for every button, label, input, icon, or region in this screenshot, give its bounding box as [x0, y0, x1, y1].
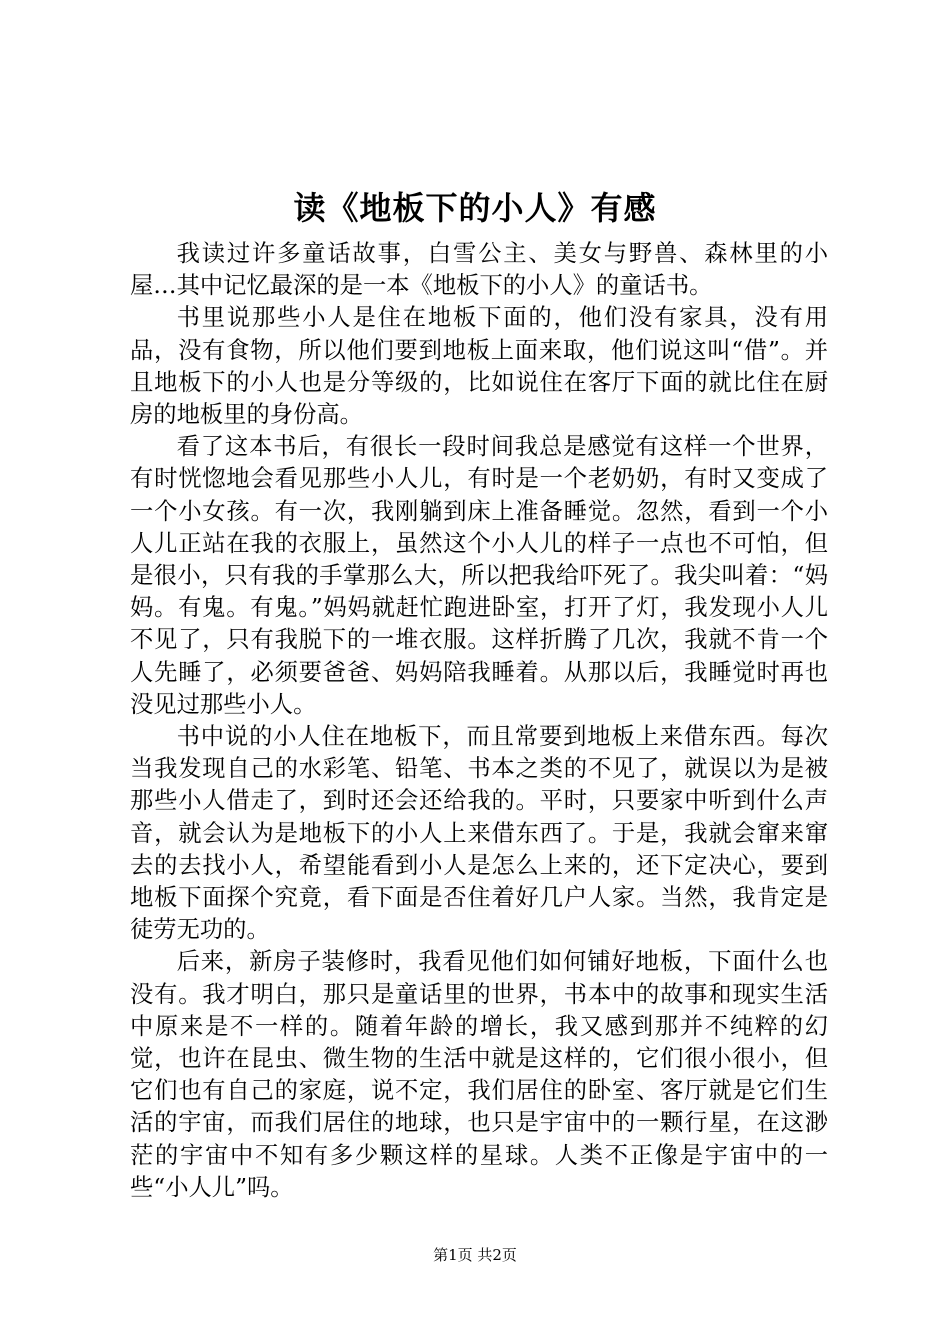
paragraph-3: 看了这本书后，有很长一段时间我总是感觉有这样一个世界，有时恍惚地会看见那些小人儿，有时是一个老奶奶，有时又变成了一个小女孩。有一次，我刚躺到床上准备睡觉。忽然，看到一个小人儿正站在我的衣服上，虽然这个小人儿的样子一点也不可怕，但是很小，只有我的手掌那么大，所以把我给吓死了。我尖叫着：“妈妈。有鬼。有鬼。”妈妈就赶忙跑进卧室，打开了灯，我发现小人儿不见了，只有我脱下的一堆衣服。这样折腾了几次，我就不肯一个人先睡了，必须要爸爸、妈妈陪我睡着。从那以后，我睡觉时再也没见过那些小人。 — [130, 433, 828, 718]
paragraph-5: 后来，新房子装修时，我看见他们如何铺好地板，下面什么也没有。我才明白，那只是童话里的世界，书本中的故事和现实生活中原来是不一样的。随着年龄的增长，我又感到那并不纯粹的幻觉，也许在昆虫、微生物的生活中就是这样的，它们很小很小，但它们也有自己的家庭，说不定，我们居住的卧室、客厅就是它们生活的宇宙，而我们居住的地球，也只是宇宙中的一颗行星，在这渺茫的宇宙中不知有多少颗这样的星球。人类不正像是宇宙中的一些“小人儿”吗。 — [130, 948, 828, 1201]
document-title: 读《地板下的小人》有感 — [293, 189, 657, 227]
paragraph-1: 我读过许多童话故事，白雪公主、美女与野兽、森林里的小屋…其中记忆最深的是一本《地板下的小人》的童话书。 — [130, 240, 828, 300]
page-footer: 第1页 共2页 — [433, 1246, 517, 1264]
paragraph-2: 书里说那些小人是住在地板下面的，他们没有家具，没有用品，没有食物，所以他们要到地板上面来取，他们说这叫“借”。并且地板下的小人也是分等级的，比如说住在客厅下面的就比住在厨房的地板里的身份高。 — [130, 304, 828, 429]
paragraph-4: 书中说的小人住在地板下，而且常要到地板上来借东西。每次当我发现自己的水彩笔、铅笔、书本之类的不见了，就误以为是被那些小人借走了，到时还会还给我的。平时，只要家中听到什么声音，就会认为是地板下的小人上来借东西了。于是，我就会窜来窜去的去找小人，希望能看到小人是怎么上来的，还下定决心，要到地板下面探个究竟，看下面是否住着好几户人家。当然，我肯定是徒劳无功的。 — [130, 723, 828, 944]
document-body — [130, 238, 828, 1204]
